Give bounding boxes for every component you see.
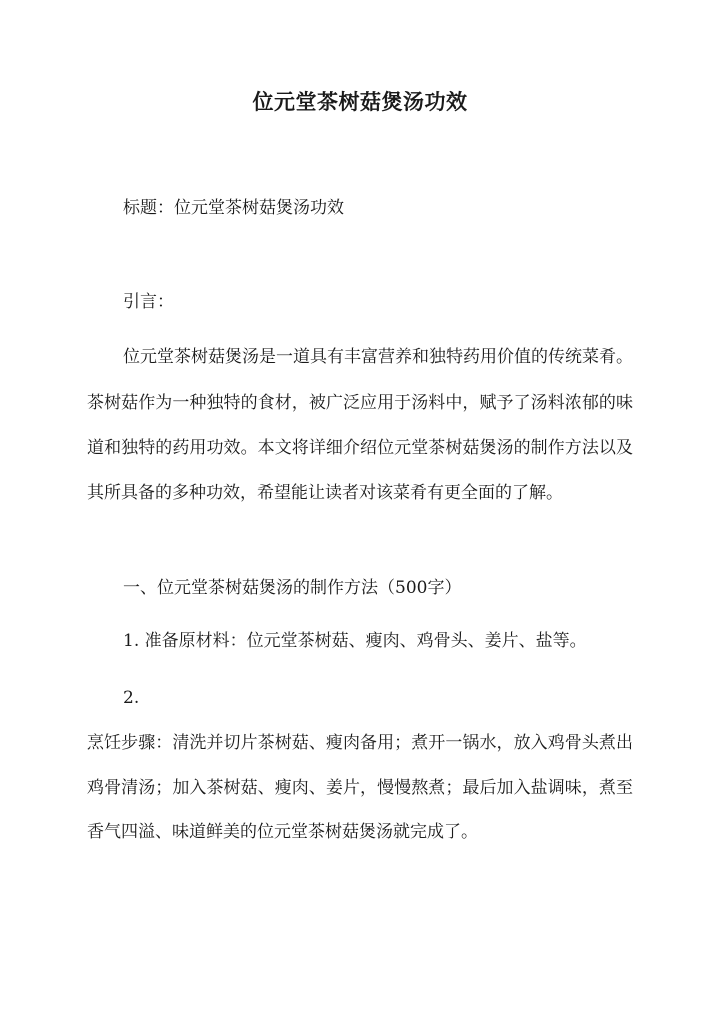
intro-line-4: 其所具备的多种功效，希望能让读者对该菜肴有更全面的了解。 [87, 483, 563, 503]
step1-text: 1. 准备原材料：位元堂茶树菇、瘦肉、鸡骨头、姜片、盐等。 [123, 631, 587, 651]
document-title: 位元堂茶树菇煲汤功效 [252, 89, 468, 114]
step2-line-3: 香气四溢、味道鲜美的位元堂茶树菇煲汤就完成了。 [87, 822, 478, 842]
step2-line-2: 鸡骨清汤；加入茶树菇、瘦肉、姜片，慢慢熬煮；最后加入盐调味，煮至 [87, 778, 633, 798]
section1-heading: 一、位元堂茶树菇煲汤的制作方法（500字） [123, 578, 462, 598]
intro-line-1: 位元堂茶树菇煲汤是一道具有丰富营养和独特药用价值的传统菜肴。 [123, 347, 633, 367]
step2-line-1: 烹饪步骤：清洗并切片茶树菇、瘦肉备用；煮开一锅水，放入鸡骨头煮出 [87, 733, 633, 753]
intro-line-2: 茶树菇作为一种独特的食材，被广泛应用于汤料中，赋予了汤料浓郁的味 [87, 393, 633, 413]
intro-line-3: 道和独特的药用功效。本文将详细介绍位元堂茶树菇煲汤的制作方法以及 [87, 438, 633, 458]
intro-label: 引言： [123, 292, 174, 312]
step2-number: 2. [123, 688, 140, 708]
heading-line: 标题：位元堂茶树菇煲汤功效 [123, 198, 344, 218]
